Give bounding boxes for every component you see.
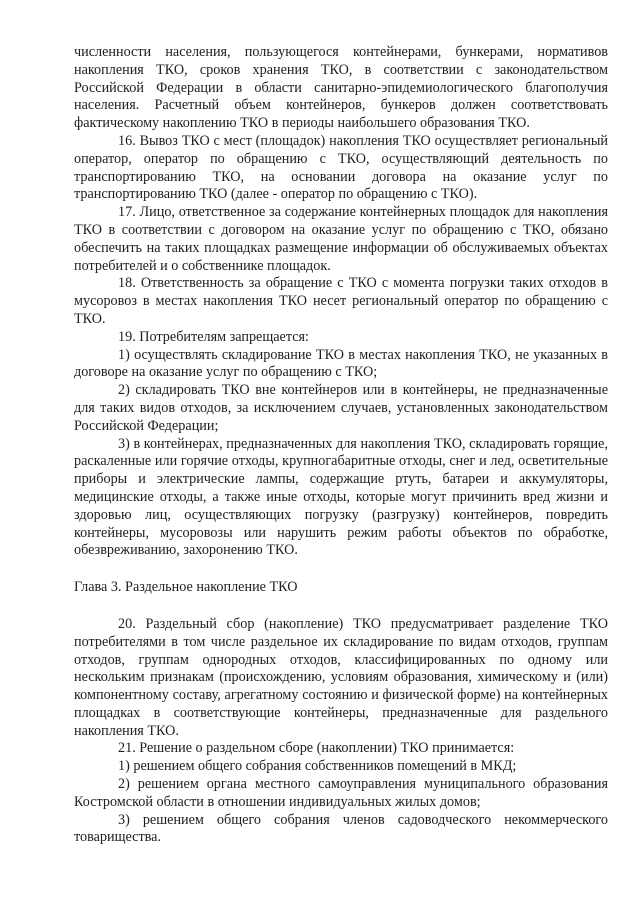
paragraph-19-item-3: 3) в контейнерах, предназначенных для накопления ТКО, складировать горящие, раскаленные или горячие отходы, крупногабаритные отходы, снег и лед, осветительные приборы и электрические лампы, содержащие ртуть, батареи и аккумуляторы, медицинские отходы, а также иные отходы, которые могут причинить вред жизни и здоровью лиц, осуществляющих погрузку (разгрузку) контейнеров, повредить контейнеры, мусоровозы или нарушить режим работы объектов по обработке, обезвреживанию, захоронению ТКО. (74, 435, 608, 559)
paragraph-21-item-1: 1) решением общего собрания собственников помещений в МКД; (118, 758, 517, 775)
paragraph-21-item-2: 2) решением органа местного самоуправления муниципального образования Костромской области в отношении индивидуальных жилых домов; (74, 776, 608, 810)
document-body (74, 44, 608, 847)
paragraph-19-item-2: 2) складировать ТКО вне контейнеров или в контейнеры, не предназначенные для таких видов отходов, за исключением случаев, установленных законодательством Российской Федерации; (74, 382, 608, 434)
paragraph-19: 19. Потребителям запрещается: (118, 328, 309, 345)
paragraph-17: 17. Лицо, ответственное за содержание контейнерных площадок для накопления ТКО в соответствии с договором на оказание услуг по обращению с ТКО, обязано обеспечить на таких площадках размещение информации об обслуживаемых объектах потребителей и о собственнике площадок. (74, 204, 608, 274)
paragraph-16: 16. Вывоз ТКО с мест (площадок) накопления ТКО осуществляет региональный оператор, оператор по обращению с ТКО, осуществляющий деятельность по транспортированию ТКО, на основании договора на оказание услуг по транспортированию ТКО (далее - оператор по обращению с ТКО). (74, 132, 608, 203)
paragraph-20: 20. Раздельный сбор (накопление) ТКО предусматривает разделение ТКО потребителями в том числе раздельное их складирование по видам отходов, группам отходов, группам однородных отходов, классифицированных по одному или нескольким признакам (происхождению, условиям образования, химическому и (или) компонентному составу, агрегатному состоянию и физической форме) на контейнерных площадках в соответствующие контейнеры, предназначенные для раздельного накопления ТКО. (74, 615, 608, 739)
paragraph-21: 21. Решение о раздельном сборе (накоплении) ТКО принимается: (118, 740, 515, 757)
paragraph-19-item-1: 1) осуществлять складирование ТКО в местах накопления ТКО, не указанных в договоре на оказание услуг по обращению с ТКО; (74, 346, 608, 381)
paragraph-21-item-3: 3) решением общего собрания членов садоводческого некоммерческого товарищества. (74, 811, 608, 846)
paragraph-continuation: численности населения, пользующегося контейнерами, бункерами, нормативов накопления ТКО, сроков хранения ТКО, в соответствии с законодательством Российской Федерации в области санитарно-эпидемиологического благополучия населения. Расчетный объем контейнеров, бункеров должен соответствовать фактическому накоплению ТКО в периоды наибольшего образования ТКО. (74, 44, 608, 132)
paragraph-18: 18. Ответственность за обращение с ТКО с момента погрузки таких отходов в мусоровоз в местах накопления ТКО несет региональный оператор по обращению с ТКО. (74, 275, 608, 327)
chapter-heading: Глава 3. Раздельное накопление ТКО (74, 579, 298, 596)
